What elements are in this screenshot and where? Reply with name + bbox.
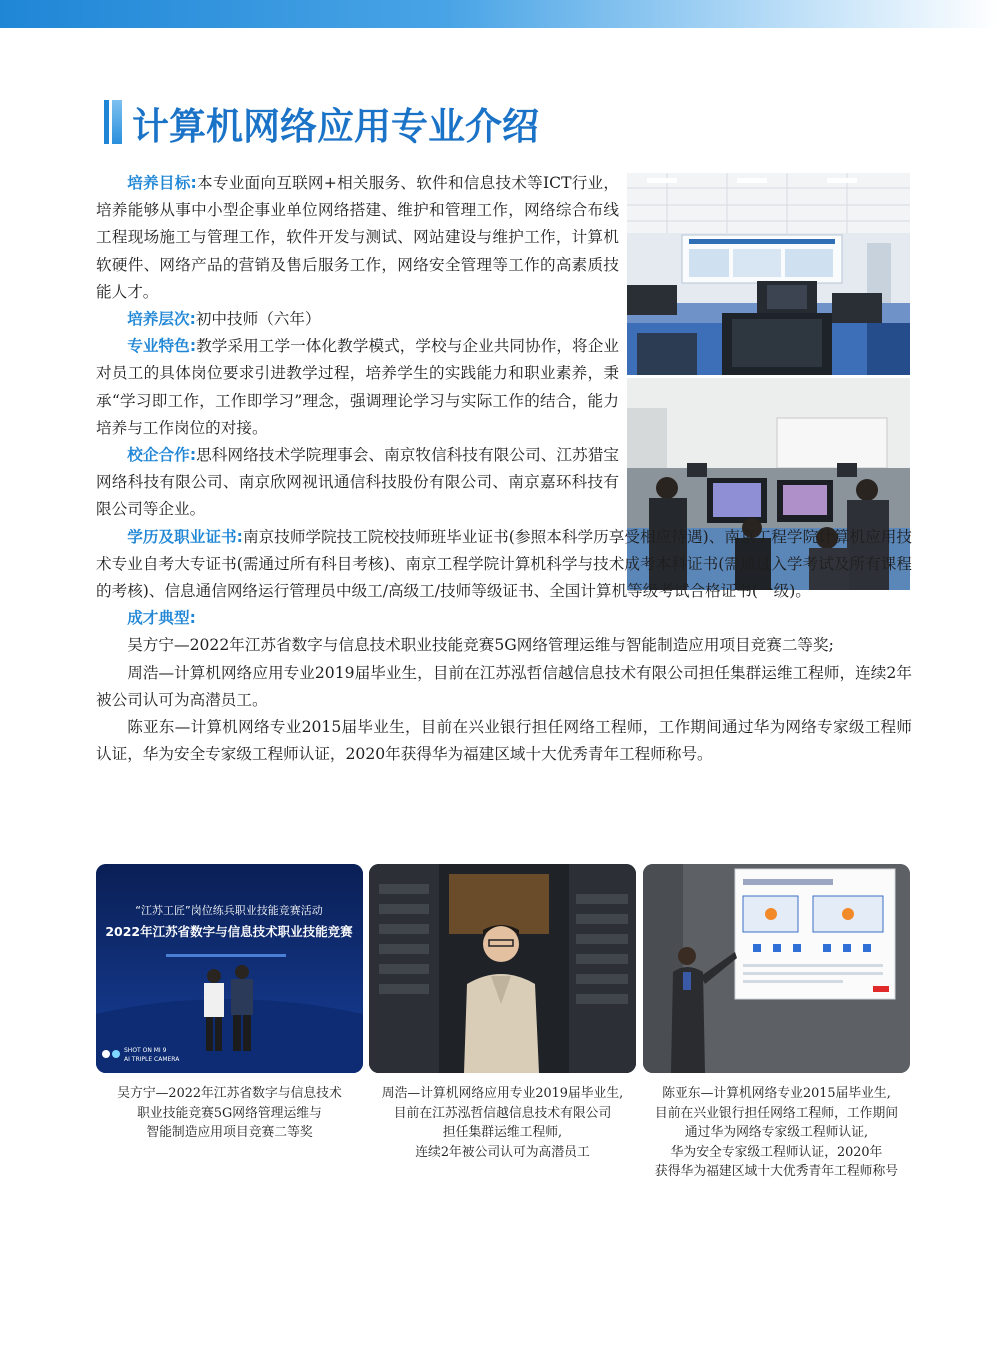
- talents-heading: [96, 605, 912, 632]
- title-accent-bar: [104, 100, 109, 144]
- award-photo: [96, 864, 363, 1073]
- award-caption: [96, 1084, 363, 1143]
- level-label: 培养层次:: [127, 310, 196, 329]
- server-room-caption: [369, 1084, 636, 1162]
- caption-line: 目前在江苏泓哲信越信息技术有限公司: [393, 1105, 612, 1121]
- certificate-label: 学历及职业证书:: [127, 527, 243, 546]
- feature-text: 教学采用工学一体化教学模式，学校与企业共同协作，将企业对员工的具体岗位要求引进教学过程，培养学生的实践能力和职业素养，秉承“学习即工作，工作即学习”理念，强调理论学习与实际工作的结合，能力培养与工作岗位的对接。: [96, 337, 619, 437]
- level-paragraph: [96, 306, 619, 333]
- caption-line: 周浩—计算机网络应用专业2019届毕业生,: [381, 1086, 624, 1101]
- caption-line: 连续2年被公司认可为高潜员工: [415, 1144, 590, 1160]
- certificate-paragraph: [96, 524, 912, 606]
- caption-line: 吴方宁—2022年江苏省数字与信息技术: [117, 1086, 342, 1101]
- certificate-text: 南京技师学院技工院校技师班毕业证书(参照本科学历享受相应待遇)、南京工程学院计算机应用技术专业自考大专证书(需通过所有科目考核)、南京工程学院计算机科学与技术成考本科证书(需通过入学考试及所有课程的考核)、信息通信网络运行管理员中级工/高级工/技师等级证书、全国计算机等级考试合格证书(一级)。: [96, 527, 912, 601]
- presentation-caption: [643, 1084, 910, 1182]
- top-gradient-bar: [0, 0, 999, 28]
- feature-label: 专业特色:: [127, 337, 197, 356]
- banner-line1: “江苏工匠”岗位练兵职业技能竞赛活动: [135, 904, 323, 917]
- cooperation-paragraph: [96, 442, 619, 524]
- caption-line: 担任集群运维工程师,: [442, 1125, 563, 1140]
- caption-line: 目前在兴业银行担任网络工程师，工作期间: [654, 1105, 899, 1121]
- caption-line: 通过华为网络专家级工程师认证,: [684, 1125, 869, 1140]
- caption-line: 陈亚东—计算机网络专业2015届毕业生,: [662, 1086, 891, 1101]
- page-title: 计算机网络应用专业介绍: [132, 105, 539, 148]
- talent-item: 陈亚东—计算机网络专业2015届毕业生，目前在兴业银行担任网络工程师，工作期间通过华为网络专家级工程师认证，华为安全专家级工程师认证，2020年获得华为福建区域十大优秀青年工程师称号。: [96, 718, 912, 764]
- talents-label: 成才典型:: [127, 609, 196, 628]
- body-text: [96, 170, 912, 768]
- goal-text: 本专业面向互联网+相关服务、软件和信息技术等ICT行业，培养能够从事中小型企事业单位网络搭建、维护和管理工作，网络综合布线工程现场施工与管理工作，软件开发与测试、网站建设与维护工作，计算机软硬件、网络产品的营销及售后服务工作，网络安全管理等工作的高素质技能人才。: [96, 174, 619, 301]
- goal-label: 培养目标:: [127, 174, 197, 192]
- caption-line: 获得华为福建区域十大优秀青年工程师称号: [654, 1164, 899, 1179]
- caption-line: 职业技能竞赛5G网络管理运维与: [137, 1105, 322, 1121]
- cooperation-label: 校企合作:: [127, 446, 197, 465]
- talent-item: 周浩—计算机网络应用专业2019届毕业生，目前在江苏泓哲信越信息技术有限公司担任集群运维工程师，连续2年被公司认可为高潜员工。: [96, 663, 912, 709]
- title-accent-bar-light: [112, 100, 122, 144]
- caption-line: 智能制造应用项目竞赛二等奖: [146, 1125, 313, 1140]
- feature-paragraph: [96, 333, 619, 442]
- level-text: 初中技师（六年）: [195, 310, 321, 329]
- talent-item: 吴方宁—2022年江苏省数字与信息技术职业技能竞赛5G网络管理运维与智能制造应用项目竞赛二等奖;: [127, 636, 834, 655]
- banner-line2: 2022年江苏省数字与信息技术职业技能竞赛: [105, 924, 353, 939]
- goal-paragraph: [96, 170, 619, 306]
- camera-mark-1: SHOT ON MI 9: [124, 1047, 167, 1054]
- presentation-photo: [643, 864, 910, 1073]
- caption-line: 华为安全专家级工程师认证，2020年: [670, 1144, 883, 1160]
- server-room-photo: [369, 864, 636, 1073]
- cooperation-text: 思科网络技术学院理事会、南京牧信科技有限公司、江苏猎宝网络科技有限公司、南京欣网视讯通信科技股份有限公司、南京嘉环科技有限公司等企业。: [96, 446, 619, 519]
- camera-mark-2: AI TRIPLE CAMERA: [124, 1056, 180, 1063]
